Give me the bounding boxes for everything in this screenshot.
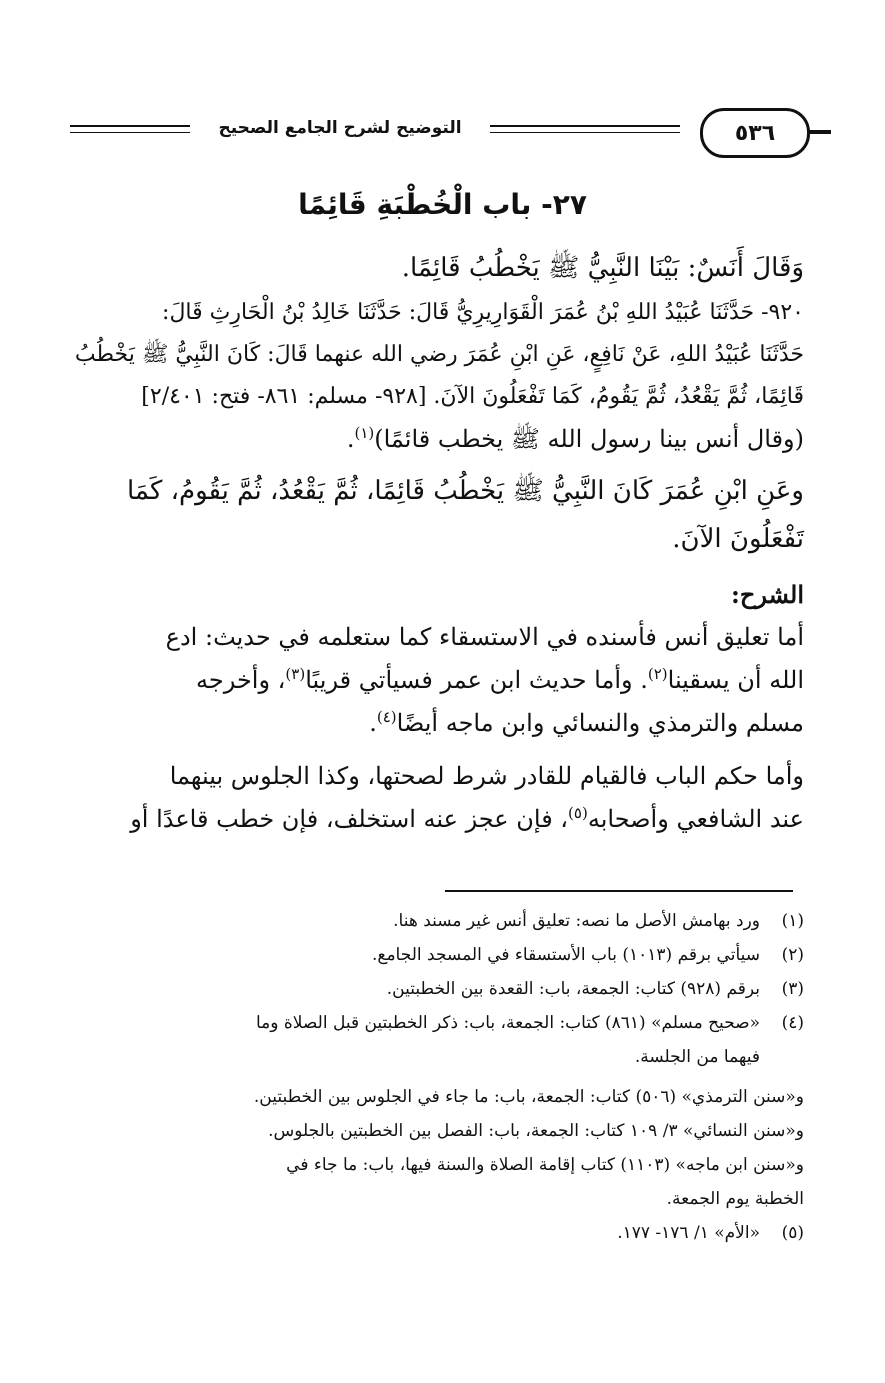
footnote-text: «صحيح مسلم» (٨٦١) كتاب: الجمعة، باب: ذكر الخطبتين قبل الصلاة وما xyxy=(255,1013,760,1033)
para1-text-d: مسلم والترمذي والنسائي وابن ماجه أيضًا xyxy=(396,709,804,737)
footnote-text: «الأم» ١/ ١٧٦- ١٧٧. xyxy=(617,1223,760,1243)
footnote-3 xyxy=(92,972,804,1006)
footnote-1 xyxy=(92,904,804,938)
footnote-5 xyxy=(92,1216,804,1250)
footnote-text: برقم (٩٢٨) كتاب: الجمعة، باب: القعدة بين الخطبتين. xyxy=(386,979,760,999)
para1-text-a: الله أن يسقينا xyxy=(667,666,804,694)
anas-narration: وَقَالَ أَنَسٌ: بَيْنَا النَّبِيُّ ﷺ يَخْطُبُ قَائِمًا. xyxy=(401,253,804,283)
para1-text-c: ، وأخرجه xyxy=(196,666,286,694)
footnote-ref-5: (٥) xyxy=(568,804,588,822)
footnote-text: ورد بهامش الأصل ما نصه: تعليق أنس غير مسند هنا. xyxy=(393,911,760,931)
footnote-ref-3: (٣) xyxy=(285,665,306,683)
para2-line-1: وأما حكم الباب فالقيام للقادر شرط لصحتها، وكذا الجلوس بينهما xyxy=(169,762,804,790)
para2-text-a: عند الشافعي وأصحابه xyxy=(587,805,804,833)
ibn-umar-line-1: وعَنِ ابْنِ عُمَرَ كَانَ النَّبِيُّ ﷺ يَخْطُبُ قَائِمًا، ثُمَّ يَقْعُدُ، ثُمَّ يَقُومُ، كَمَا xyxy=(127,476,804,506)
para1-text-b: . وأما حديث ابن عمر فسيأتي قريبًا xyxy=(305,666,648,694)
footnote-4-extra-3: و«سنن ابن ماجه» (١١٠٣) كتاب إقامة الصلاة والسنة فيها، باب: ما جاء في xyxy=(286,1155,804,1175)
page-number: ٥٣٦ xyxy=(700,108,810,158)
footnote-ref-4: (٤) xyxy=(376,708,397,726)
running-title: التوضيح لشرح الجامع الصحيح xyxy=(190,118,490,138)
footnote-number: (٢) xyxy=(781,945,804,965)
quote-line: (وقال أنس بينا رسول الله ﷺ يخطب قائمًا)$^{(١)}$. xyxy=(346,424,804,453)
para2-text-b: ، فإن عجز عنه استخلف، فإن خطب قاعدًا أو xyxy=(130,805,569,833)
footnote-text: سيأتي برقم (١٠١٣) باب الأستسقاء في المسجد الجامع. xyxy=(372,945,760,965)
footnote-ref-2: (٢) xyxy=(647,665,668,683)
para1-line-3: مسلم والترمذي والنسائي وابن ماجه أيضًا$^{(٤)}$. xyxy=(369,708,804,737)
footnote-4-extra-2: و«سنن النسائي» ٣/ ١٠٩ كتاب: الجمعة، باب: الفصل بين الخطبتين بالجلوس. xyxy=(268,1121,804,1141)
footnote-number: (٥) xyxy=(781,1223,804,1243)
footnote-2 xyxy=(92,938,804,972)
quote-text: (وقال أنس بينا رسول الله ﷺ يخطب قائمًا) xyxy=(374,425,804,453)
footnotes xyxy=(92,904,804,1250)
hadith-line-2: حَدَّثَنَا عُبَيْدُ اللهِ، عَنْ نَافِعٍ، عَنِ ابْنِ عُمَرَ رضي الله عنهما قَالَ: كَانَ النَّبِيُّ ﷺ يَخْطُبُ xyxy=(74,342,804,367)
hadith-line-3: قَائِمًا، ثُمَّ يَقْعُدُ، ثُمَّ يَقُومُ، كَمَا تَفْعَلُونَ الآنَ. [٩٢٨- مسلم: ٨٦١- فتح: ٢/٤٠١] xyxy=(141,384,804,409)
footnote-separator xyxy=(445,890,793,892)
para1-line-2 xyxy=(92,659,804,702)
footnote-number: (٣) xyxy=(781,979,804,999)
footnote-ref-1: (١) xyxy=(354,424,375,442)
para1-line-1: أما تعليق أنس فأسنده في الاستسقاء كما ستعلمه في حديث: ادع xyxy=(165,623,804,651)
main-text xyxy=(74,244,804,841)
footnote-4-extra-1: و«سنن الترمذي» (٥٠٦) كتاب: الجمعة، باب: ما جاء في الجلوس بين الخطبتين. xyxy=(253,1087,804,1107)
ibn-umar-line-2: تَفْعَلُونَ الآنَ. xyxy=(672,524,804,554)
footnote-4 xyxy=(92,1006,804,1040)
footnote-4-extra-4: الخطبة يوم الجمعة. xyxy=(666,1189,804,1209)
footnote-number: (١) xyxy=(781,911,804,931)
running-header xyxy=(70,108,810,154)
chapter-title: ٢٧- باب الْخُطْبَةِ قَائِمًا xyxy=(298,188,587,221)
para2-line-2 xyxy=(92,798,804,841)
footnote-4-continued: فيهما من الجلسة. xyxy=(634,1047,760,1067)
hadith-line-1: ٩٢٠- حَدَّثَنَا عُبَيْدُ اللهِ بْنُ عُمَرَ الْقَوَارِيرِيُّ قَالَ: حَدَّثَنَا خَالِدُ بْنُ الْحَارِثِ قَالَ: xyxy=(162,300,804,325)
sharh-heading: الشرح: xyxy=(731,580,804,609)
footnote-number: (٤) xyxy=(781,1013,804,1033)
